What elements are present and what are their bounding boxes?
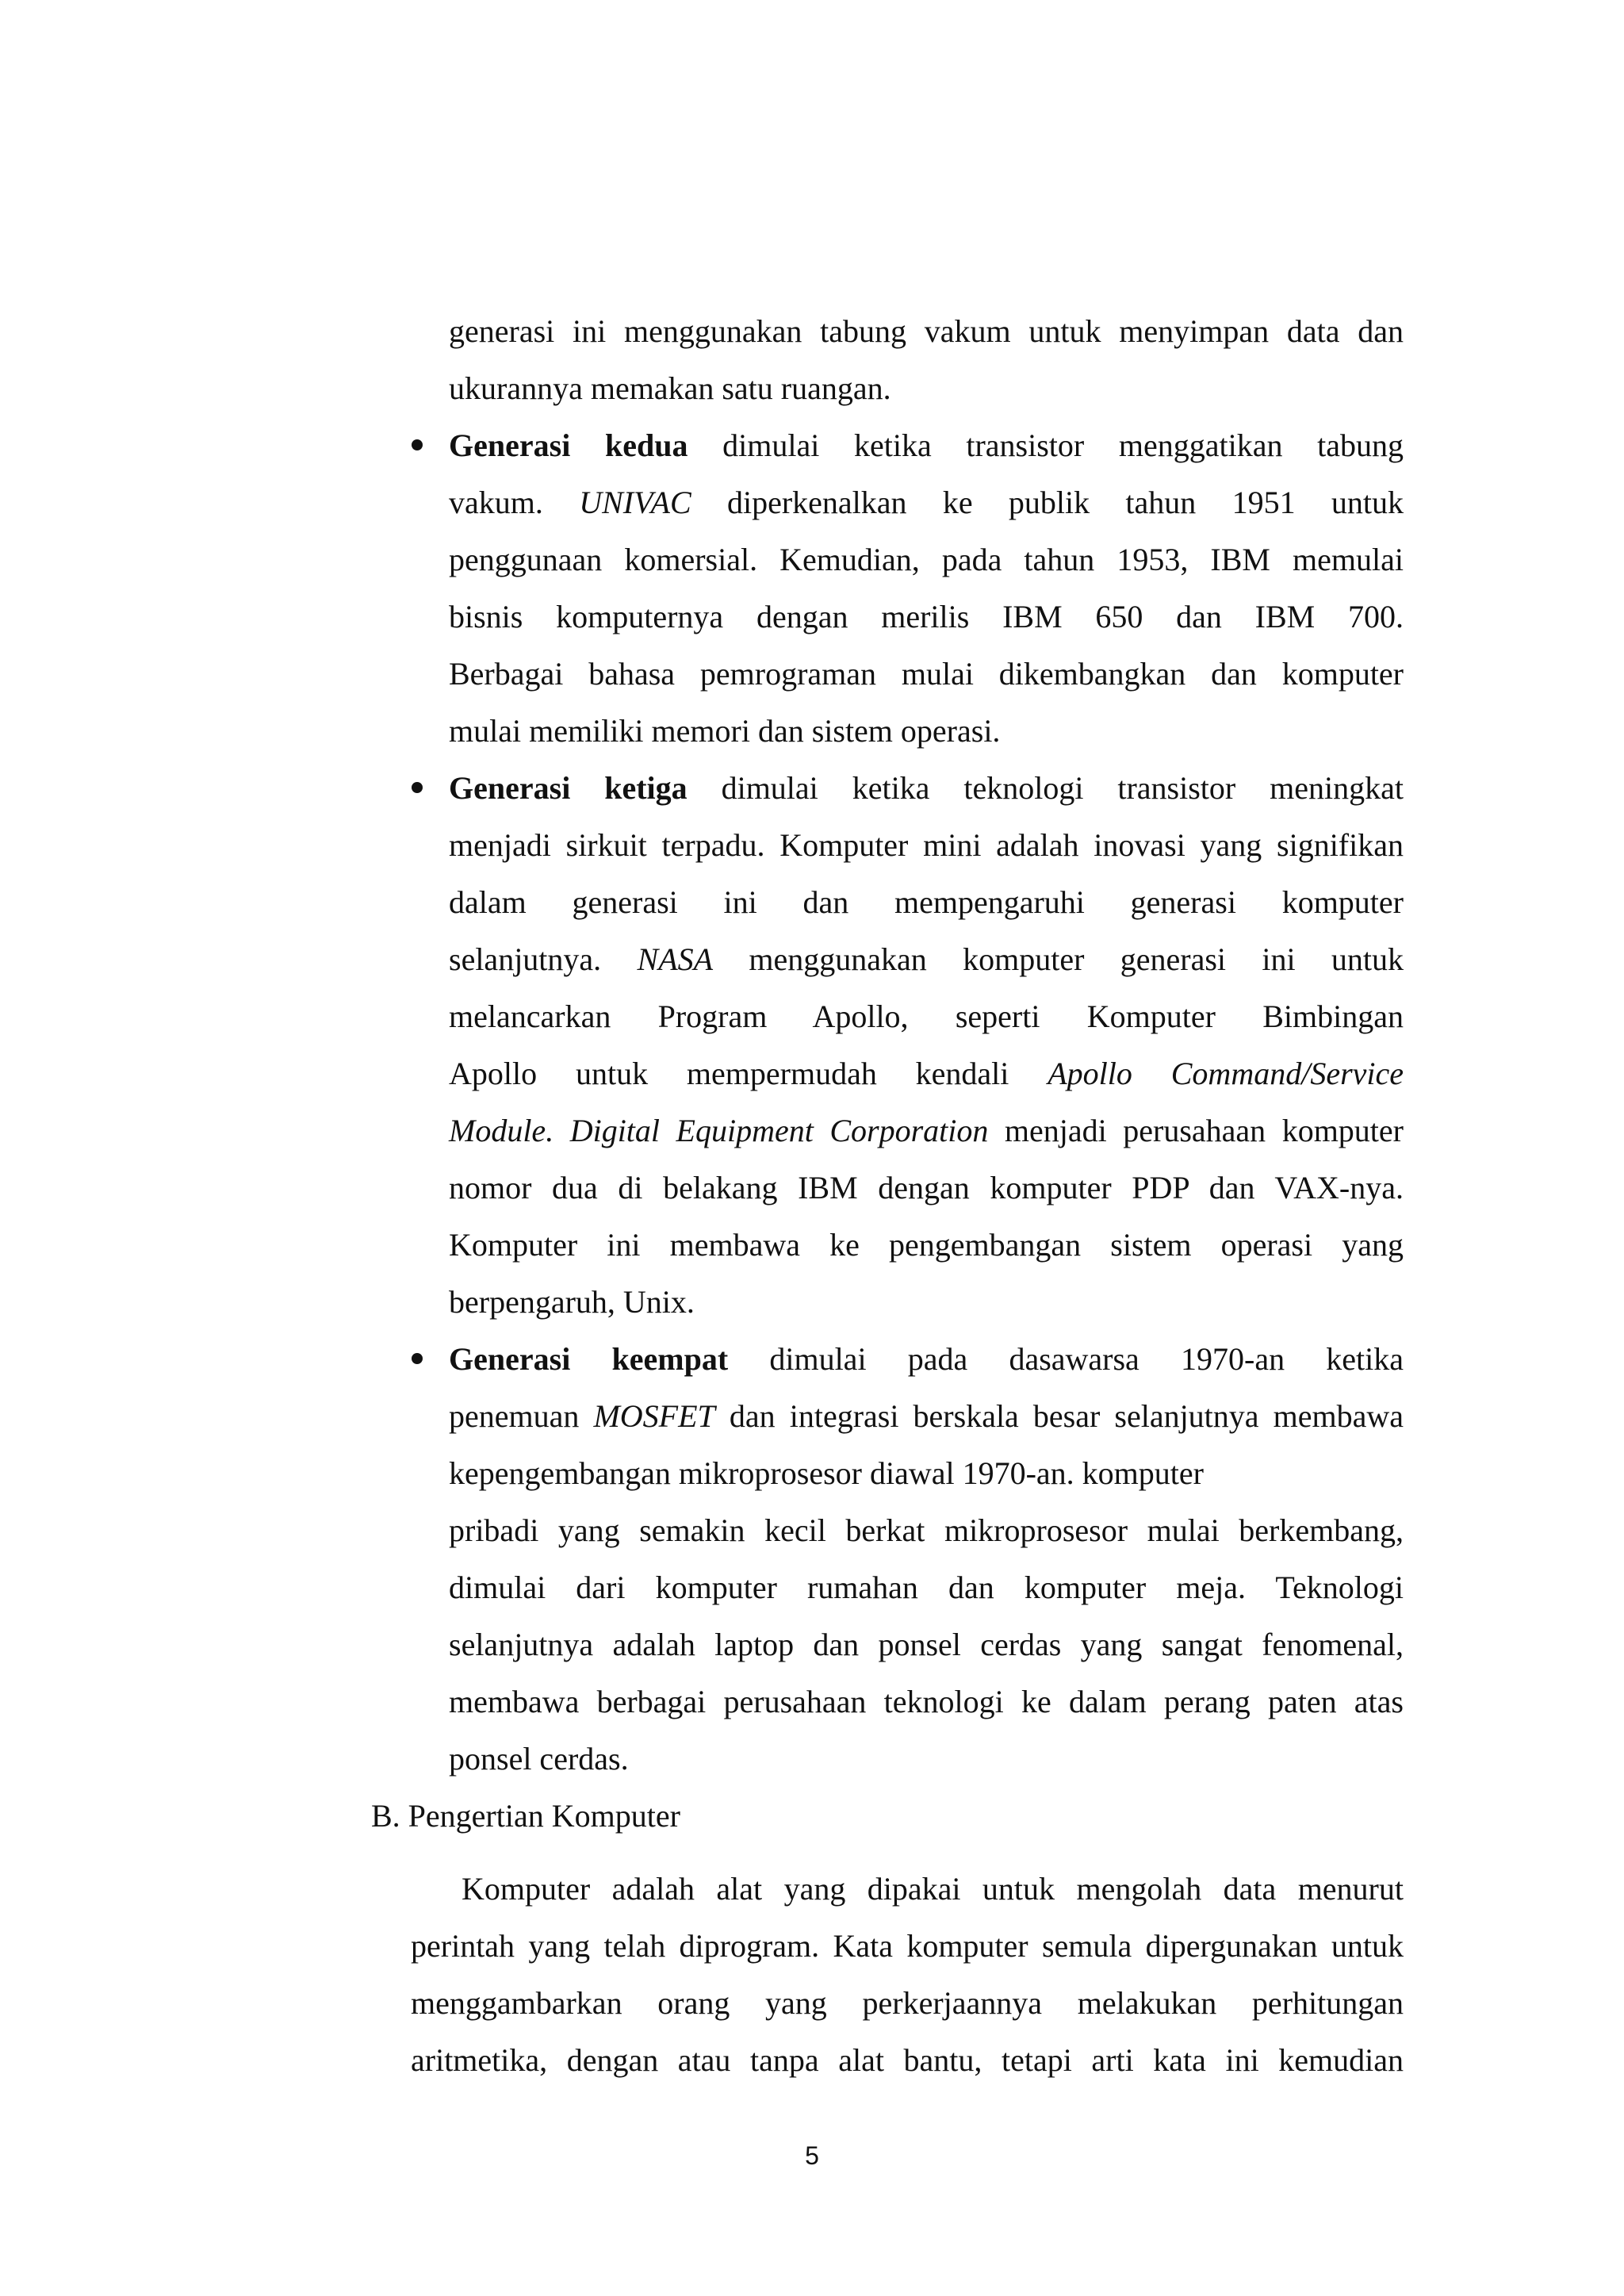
bullet-three-text: Apollo untuk mempermudah kendali — [449, 1056, 1009, 1091]
bullet-two-text: vakum. — [449, 485, 543, 520]
bullet-two-text: diperkenalkan ke publik tahun 1951 untuk — [726, 485, 1404, 520]
bullet-four-text: dimulai pada dasawarsa 1970-an ketika — [769, 1341, 1404, 1377]
bullet-four-line-2 — [449, 1398, 1404, 1434]
intro-line-2: ukurannya memakan satu ruangan. — [449, 370, 891, 406]
bullet-four-italic: MOSFET — [593, 1398, 715, 1434]
bullet-four-bold: Generasi keempat — [449, 1341, 729, 1377]
bullet-two-line-6: mulai memiliki memori dan sistem operasi. — [449, 713, 1001, 749]
bullet-four-line-4: pribadi yang semakin kecil berkat mikroprosesor mulai berkembang, — [449, 1512, 1404, 1548]
bullet-two-bold: Generasi kedua — [449, 427, 688, 463]
section-body-line-2: perintah yang telah diprogram. Kata komputer semula dipergunakan untuk — [411, 1928, 1404, 1964]
bullet-two-line-3: penggunaan komersial. Kemudian, pada tahun 1953, IBM memulai — [449, 542, 1404, 577]
page-number: 5 — [805, 2141, 819, 2170]
bullet-three-line-10: berpengaruh, Unix. — [449, 1284, 695, 1320]
bullet-three-line-4 — [449, 941, 1404, 977]
section-body-line-3: menggambarkan orang yang perkerjaannya melakukan perhitungan — [411, 1985, 1404, 2021]
bullet-three-italic: Module. Digital Equipment Corporation — [449, 1113, 989, 1148]
bullet-three-line-5: melancarkan Program Apollo, seperti Komputer Bimbingan — [449, 999, 1404, 1034]
bullet-three-italic: NASA — [637, 941, 714, 977]
bullet-icon — [412, 782, 423, 793]
bullet-three-text: menjadi perusahaan komputer — [1004, 1113, 1404, 1148]
bullet-four-line-8: ponsel cerdas. — [449, 1741, 629, 1777]
bullet-three-line-9: Komputer ini membawa ke pengembangan sistem operasi yang — [449, 1227, 1404, 1263]
bullet-three-text: dimulai ketika teknologi transistor meningkat — [721, 770, 1404, 806]
bullet-three-line-7 — [449, 1115, 1404, 1147]
bullet-three-line-3: dalam generasi ini dan mempengaruhi generasi komputer — [449, 884, 1404, 920]
bullet-two-line-2 — [449, 487, 1404, 519]
bullet-two-line-5: Berbagai bahasa pemrograman mulai dikembangkan dan komputer — [449, 656, 1404, 692]
bullet-three-line-1 — [449, 772, 1404, 804]
bullet-three-italic: Apollo Command/Service — [1048, 1056, 1404, 1091]
section-body-line-1: Komputer adalah alat yang dipakai untuk mengolah data menurut — [462, 1871, 1404, 1907]
bullet-two-italic: UNIVAC — [579, 485, 691, 520]
bullet-two-line-4: bisnis komputernya dengan merilis IBM 650 dan IBM 700. — [449, 599, 1404, 634]
bullet-icon — [412, 439, 423, 450]
bullet-three-line-2: menjadi sirkuit terpadu. Komputer mini adalah inovasi yang signifikan — [449, 827, 1404, 863]
bullet-three-text: menggunakan komputer generasi ini untuk — [749, 941, 1404, 977]
bullet-three-bold: Generasi ketiga — [449, 770, 688, 806]
section-body-line-4: aritmetika, dengan atau tanpa alat bantu, tetapi arti kata ini kemudian — [411, 2042, 1404, 2078]
bullet-four-line-3: kepengembangan mikroprosesor diawal 1970-an. komputer — [449, 1455, 1204, 1491]
bullet-three-line-8: nomor dua di belakang IBM dengan komputer PDP dan VAX-nya. — [449, 1170, 1404, 1205]
bullet-three-line-6 — [449, 1058, 1404, 1090]
bullet-four-text: penemuan — [449, 1398, 580, 1434]
bullet-four-line-5: dimulai dari komputer rumahan dan komputer meja. Teknologi — [449, 1570, 1404, 1605]
bullet-four-line-6: selanjutnya adalah laptop dan ponsel cerdas yang sangat fenomenal, — [449, 1627, 1404, 1662]
section-heading: B. Pengertian Komputer — [371, 1798, 680, 1834]
intro-line-1: generasi ini menggunakan tabung vakum untuk menyimpan data dan — [449, 313, 1404, 349]
bullet-two-text: dimulai ketika transistor menggatikan tabung — [722, 427, 1404, 463]
bullet-four-text: dan integrasi berskala besar selanjutnya membawa — [729, 1398, 1404, 1434]
bullet-four-line-7: membawa berbagai perusahaan teknologi ke dalam perang paten atas — [449, 1684, 1404, 1719]
bullet-two-line-1 — [449, 427, 1404, 463]
bullet-three-text: selanjutnya. — [449, 941, 602, 977]
bullet-four-line-1 — [449, 1343, 1404, 1375]
bullet-icon — [412, 1353, 423, 1364]
